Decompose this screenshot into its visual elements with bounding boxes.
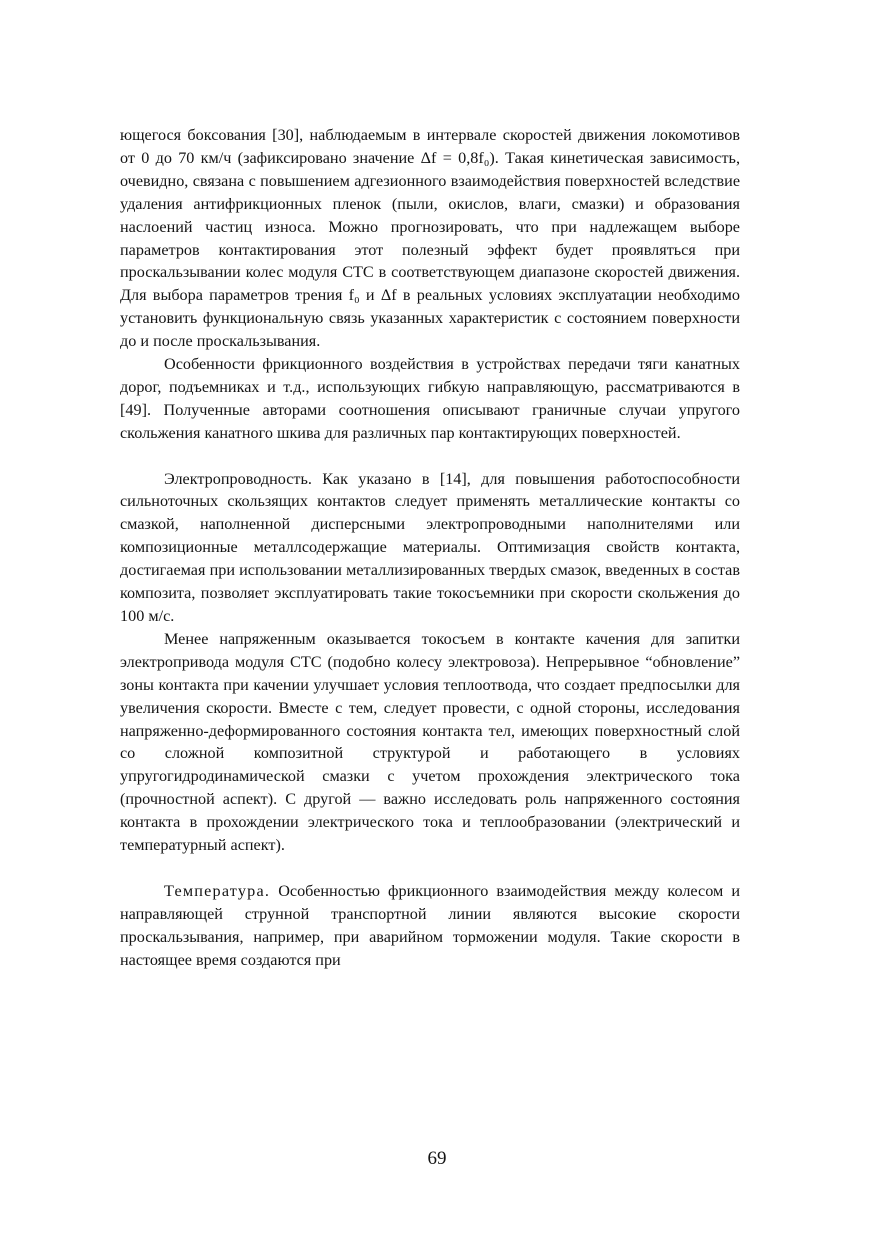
paragraph-conductivity (120, 468, 740, 628)
paragraph-conductivity-body: Как указано в [14], для повышения работоспособности сильноточных скользящих контактов следует применять металлические контакты со смазкой, наполненной дисперсными электропроводными наполнителями или композиционные металлсодержащие материалы. Оптимизация свойств контакта, достигаемая при использовании металлизированных твердых смазок, введенных в состав композита, позволяет эксплуатировать такие токосъемники при скорости скольжения до 100 м/с. (120, 469, 740, 626)
page-number: 69 (427, 1148, 447, 1169)
paragraph-rolling-contact: Менее напряженным оказывается токосъем в контакте качения для запитки электропривода модуля СТС (подобно колесу электровоза). Непрерывное “обновление” зоны контакта при качении улучшает условия теплоотвода, что создает предпосылки для увеличения скорости. Вместе с тем, следует провести, с одной стороны, исследования напряженно-деформированного состояния контакта тел, имеющих поверхностный слой со сложной композитной структурой и работающего в условиях упругогидродинамической смазки с учетом прохождения электрического тока (прочностной аспект). С другой — важно исследовать роль напряженного состояния контакта в прохождении электрического тока и теплообразовании (электрический и температурный аспект). (120, 629, 740, 855)
paragraph-temperature-body: Особенностью фрикционного взаимодействия между колесом и направляющей струнной транспортной линии являются высокие скорости проскальзывания, например, при аварийном торможении модуля. Такие скорости в настоящее время создаются при (120, 881, 740, 969)
body-text (120, 124, 740, 972)
heading-conductivity: Электропроводность. (164, 469, 312, 488)
paragraph-temperature (120, 880, 740, 972)
paragraph-boxing-continuation: ющегося боксования [30], наблюдаемым в интервале скоростей движения локомотивов от 0 до 70 км/ч (зафиксировано значение Δf = 0,8f₀). Такая кинетическая зависимость, очевидно, связана с повышением адгезионного взаимодействия поверхностей вследствие удаления антифрикционных пленок (пыли, окислов, влаги, смазки) и образования наслоений частиц износа. Можно прогнозировать, что при надлежащем выборе параметров контактирования этот полезный эффект будет проявляться при проскальзывании колес модуля СТС в соответствующем диапазоне скоростей движения. Для выбора параметров трения f₀ и Δf в реальных условиях эксплуатации необходимо установить функциональную связь указанных характеристик с состоянием поверхности до и после проскальзывания. (120, 126, 740, 351)
paragraph-cableways: Особенности фрикционного воздействия в устройствах передачи тяги канатных дорог, подъемниках и т.д., использующих гибкую направляющую, рассматриваются в [49]. Полученные авторами соотношения описывают граничные случаи упругого скольжения канатного шкива для различных пар контактирующих поверхностей. (120, 355, 740, 442)
heading-temperature: Температура. (164, 881, 271, 900)
